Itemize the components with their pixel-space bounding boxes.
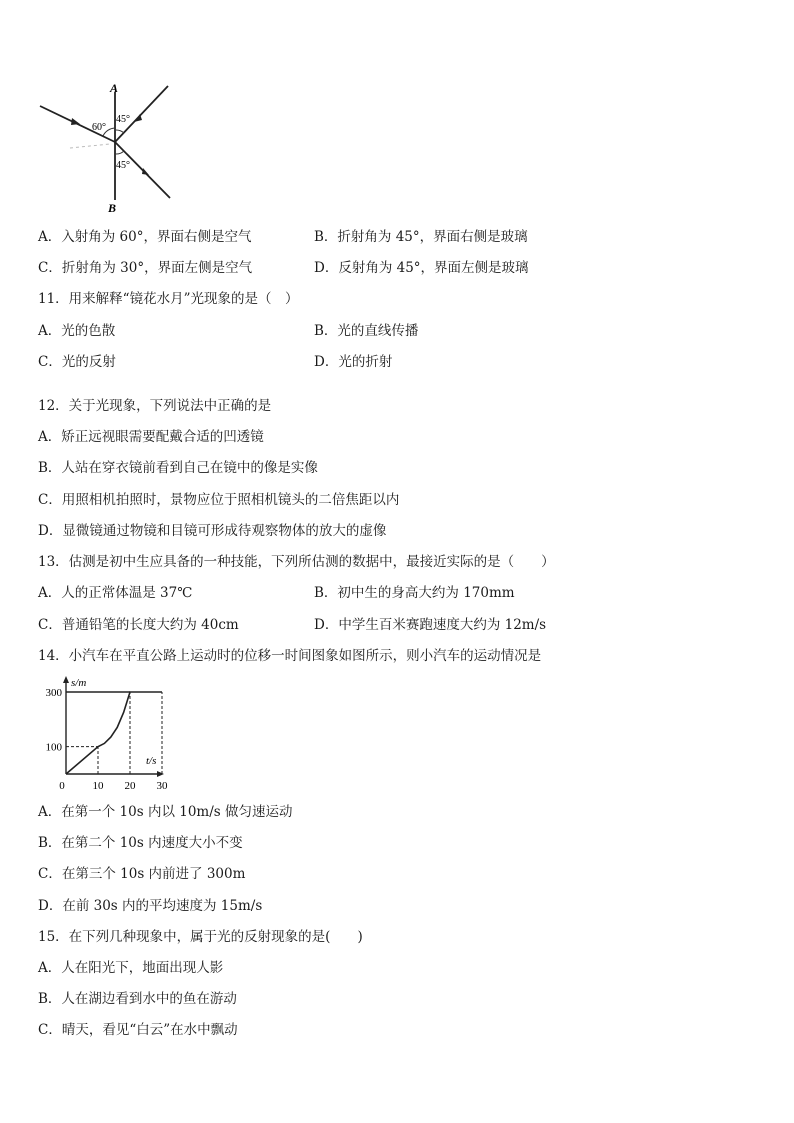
q13-option-a[interactable]: A．人的正常体温是 37℃ [38, 585, 193, 601]
q13-option-c[interactable]: C．普通铅笔的长度大约为 40cm [38, 617, 239, 633]
x-axis-label: t/s [146, 755, 157, 767]
label-45-lower: 45° [116, 160, 130, 171]
x-tick-label: 0 [59, 780, 65, 792]
x-tick-label: 30 [156, 780, 168, 792]
x-tick-label: 20 [124, 780, 136, 792]
q14-stem: 14．小汽车在平直公路上运动时的位移一时间图象如图所示，则小汽车的运动情况是 [38, 648, 542, 664]
q11-stem: 11．用来解释“镜花水月”光现象的是（ ） [38, 291, 299, 307]
refraction-diagram [30, 78, 190, 218]
q12-option-b[interactable]: B．人站在穿衣镜前看到自己在镜中的像是实像 [38, 460, 318, 476]
q10-option-a[interactable]: A．入射角为 60°，界面右侧是空气 [38, 229, 252, 245]
q14-option-d[interactable]: D．在前 30s 内的平均速度为 15m/s [38, 898, 263, 914]
angle-arc-45-upper [115, 130, 124, 133]
displacement-time-chart [38, 672, 178, 796]
x-tick-label: 10 [92, 780, 104, 792]
q13-stem: 13．估测是初中生应具备的一种技能，下列所估测的数据中，最接近实际的是（ ） [38, 554, 555, 570]
q14-option-c[interactable]: C．在第三个 10s 内前进了 300m [38, 866, 246, 882]
q12-option-d[interactable]: D．显微镜通过物镜和目镜可形成待观察物体的放大的虚像 [38, 523, 387, 539]
arrow-incident [71, 118, 80, 125]
q10-option-d[interactable]: D．反射角为 45°，界面左侧是玻璃 [314, 260, 529, 276]
q10-option-c[interactable]: C．折射角为 30°，界面左侧是空气 [38, 260, 253, 276]
label-45-upper: 45° [116, 114, 130, 125]
q15-option-a[interactable]: A．人在阳光下，地面出现人影 [38, 960, 224, 976]
label-a: A [110, 81, 119, 95]
q12-option-c[interactable]: C．用照相机拍照时，景物应位于照相机镜头的二倍焦距以内 [38, 492, 400, 508]
q12-stem: 12．关于光现象，下列说法中正确的是 [38, 398, 272, 414]
q15-option-c[interactable]: C．晴天，看见“白云”在水中飘动 [38, 1022, 238, 1038]
y-axis-arrow [63, 676, 69, 683]
q14-option-a[interactable]: A．在第一个 10s 内以 10m/s 做匀速运动 [38, 804, 293, 820]
arrow-lower [142, 168, 149, 175]
angle-arc-45-lower [115, 151, 124, 154]
q13-option-b[interactable]: B．初中生的身高大约为 170mm [314, 585, 515, 601]
y-axis-label: s/m [71, 677, 87, 689]
label-b: B [108, 201, 117, 215]
y-tick-label: 300 [45, 687, 62, 699]
q13-option-d[interactable]: D．中学生百米赛跑速度大约为 12m/s [314, 617, 547, 633]
q14-option-b[interactable]: B．在第二个 10s 内速度大小不变 [38, 835, 243, 851]
q11-option-c[interactable]: C．光的反射 [38, 354, 116, 370]
x-axis-arrow [157, 771, 164, 777]
q10-option-b[interactable]: B．折射角为 45°，界面右侧是玻璃 [314, 229, 528, 245]
y-tick-label: 100 [45, 741, 62, 754]
q15-option-b[interactable]: B．人在湖边看到水中的鱼在游动 [38, 991, 237, 1007]
q11-option-b[interactable]: B．光的直线传播 [314, 323, 419, 339]
q11-option-a[interactable]: A．光的色散 [38, 323, 116, 339]
q15-stem: 15．在下列几种现象中，属于光的反射现象的是( ) [38, 929, 363, 945]
q11-option-d[interactable]: D．光的折射 [314, 354, 393, 370]
q12-option-a[interactable]: A．矫正远视眼需要配戴合适的凹透镜 [38, 429, 264, 445]
label-60: 60° [92, 122, 106, 133]
normal-dash [70, 144, 110, 148]
